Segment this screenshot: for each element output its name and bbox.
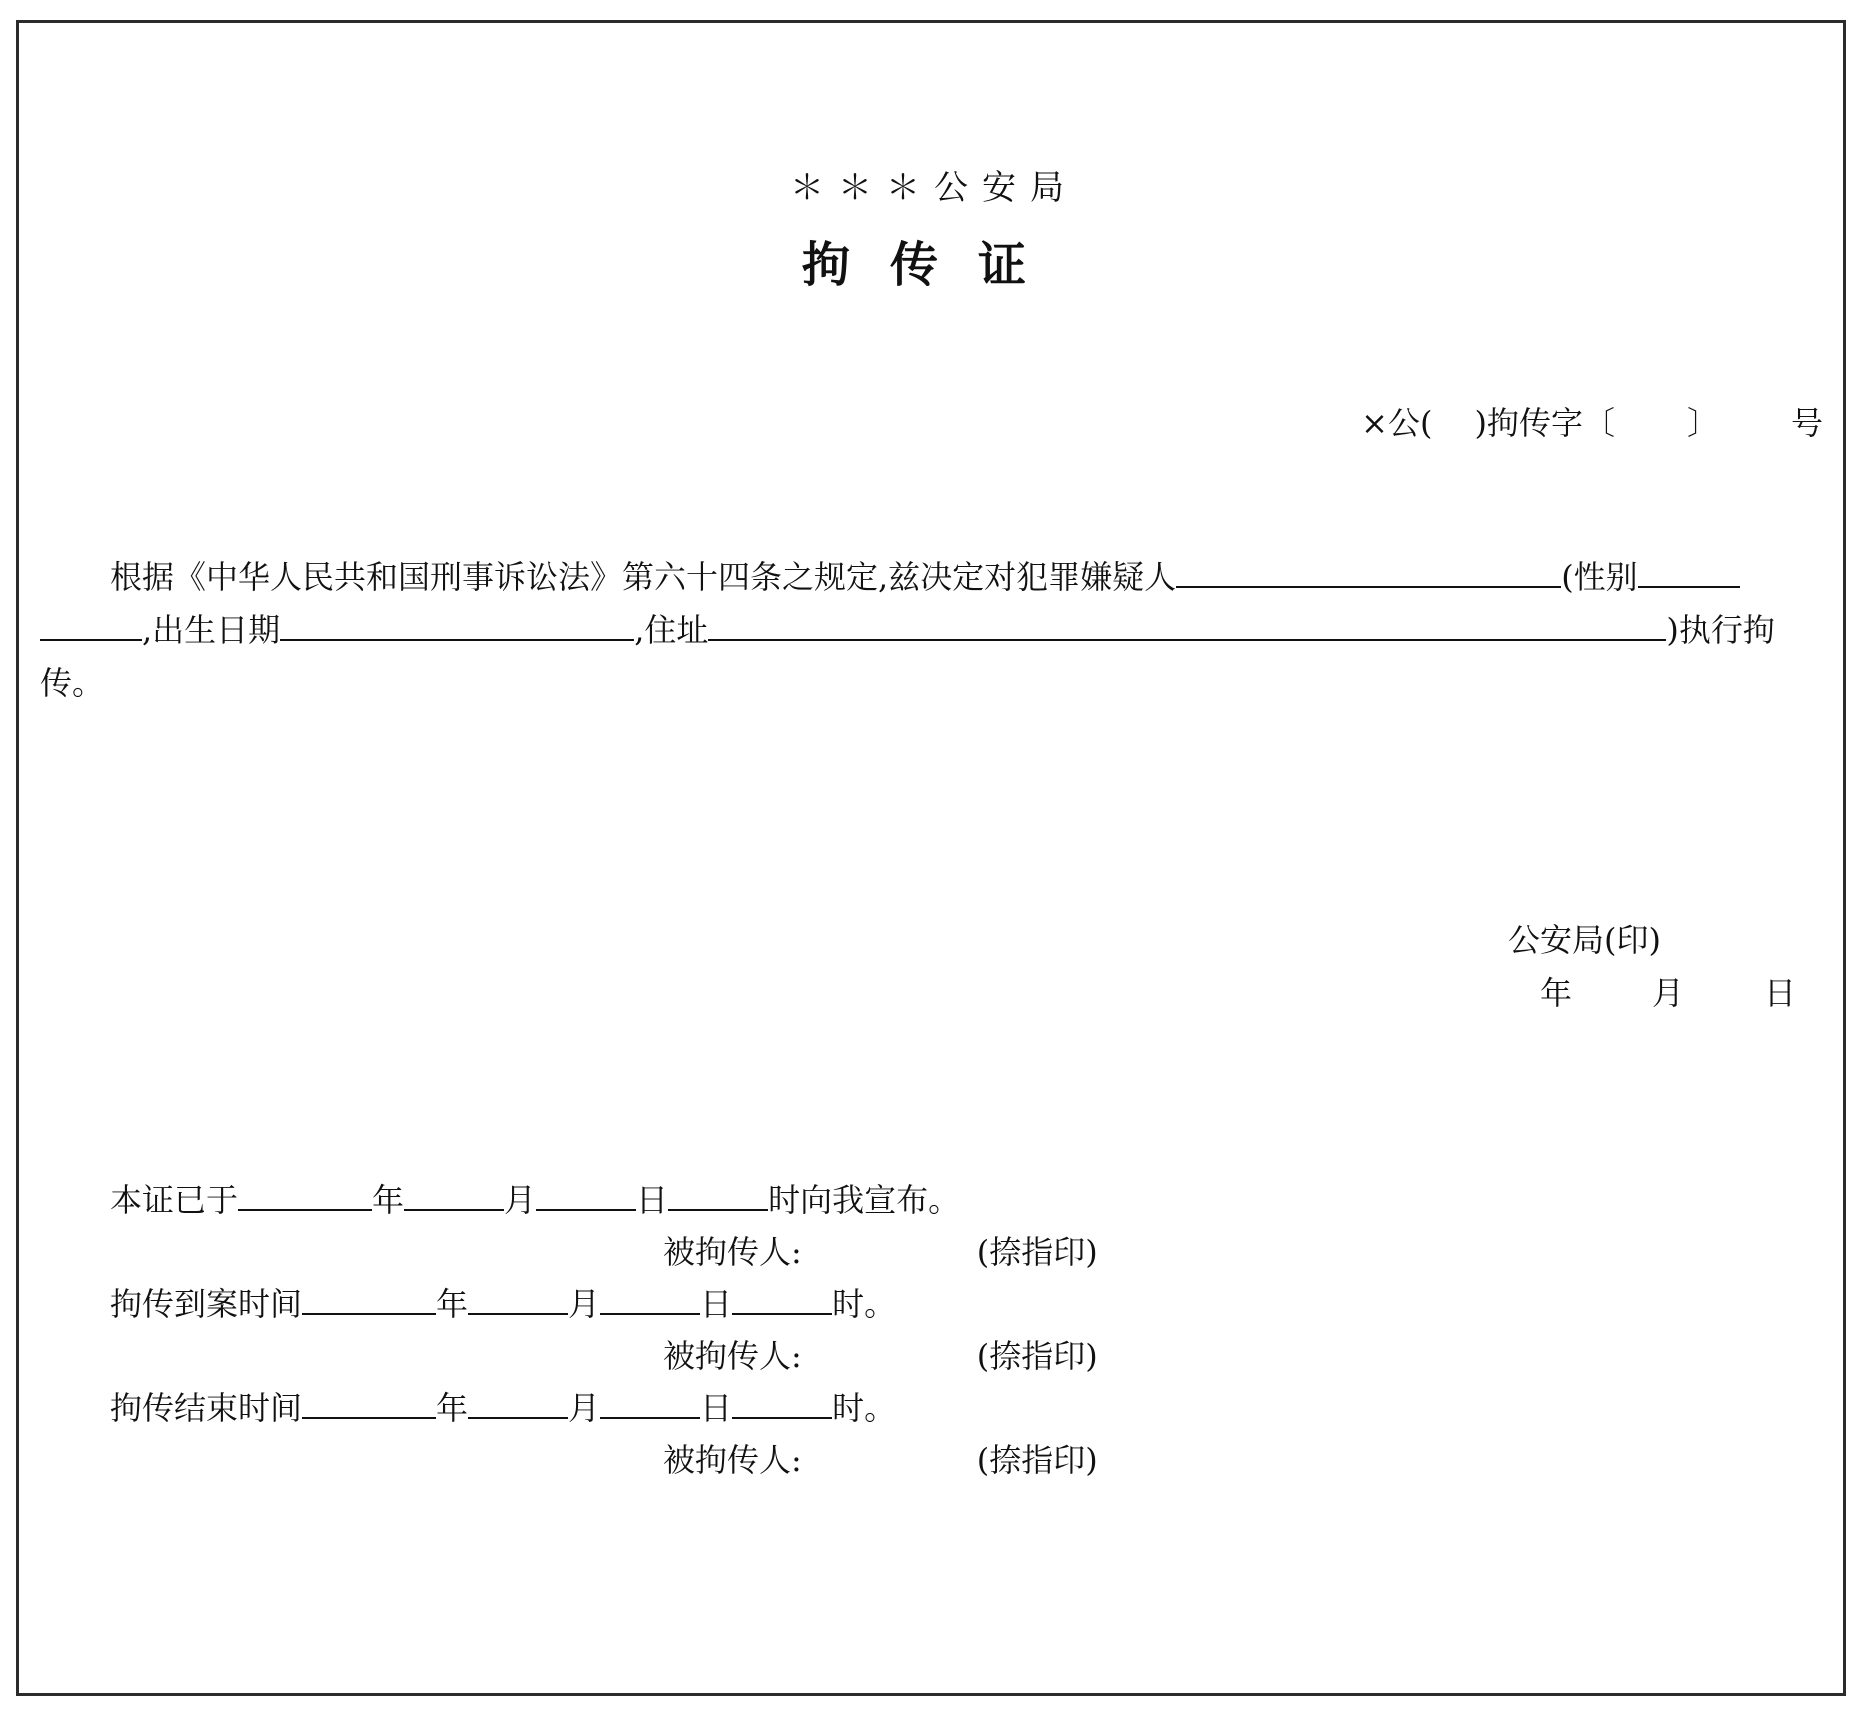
arrival-prefix: 拘传到案时间	[110, 1285, 303, 1323]
end-time-suffix: 时。	[832, 1389, 897, 1427]
gender-blank[interactable]	[1638, 556, 1740, 588]
arrival-line	[110, 1279, 896, 1325]
signature-label: 被拘传人:	[663, 1441, 802, 1479]
signature-line-1	[663, 1227, 1098, 1273]
signature-label: 被拘传人:	[663, 1233, 802, 1271]
body-line-3	[40, 658, 104, 704]
end-year-blank[interactable]	[302, 1387, 436, 1419]
announce-month: 月	[504, 1181, 537, 1219]
announce-suffix: 时向我宣布。	[768, 1181, 961, 1219]
announce-prefix: 本证已于	[110, 1181, 239, 1219]
gender-label: (性别	[1561, 558, 1638, 596]
fingerprint-label: (捺指印)	[976, 1337, 1098, 1375]
body-intro: 根据《中华人民共和国刑事诉讼法》第六十四条之规定,兹决定对犯罪嫌疑人	[110, 558, 1177, 596]
signature-line-3	[663, 1435, 1098, 1481]
arrival-month-blank[interactable]	[468, 1283, 568, 1315]
announce-day: 日	[636, 1181, 669, 1219]
arrival-year: 年	[436, 1285, 469, 1323]
seal-date	[1540, 968, 1796, 1014]
arrival-hour-blank[interactable]	[732, 1283, 832, 1315]
doc-number-middle: )拘传字〔	[1474, 404, 1615, 442]
suspect-name-blank[interactable]	[1176, 556, 1561, 588]
announce-month-blank[interactable]	[404, 1179, 504, 1211]
announce-hour-blank[interactable]	[668, 1179, 768, 1211]
signature-line-2	[663, 1331, 1098, 1377]
execute-label: )执行拘	[1666, 611, 1775, 649]
birth-date-blank[interactable]	[280, 609, 634, 641]
announce-line	[110, 1175, 960, 1221]
agency-name: ＊＊＊公安局	[790, 168, 1078, 208]
end-time-line	[110, 1383, 896, 1429]
body-line-1	[110, 552, 1740, 598]
end-hour-blank[interactable]	[732, 1387, 832, 1419]
end-day-blank[interactable]	[600, 1387, 700, 1419]
announce-year-blank[interactable]	[238, 1179, 372, 1211]
end-year: 年	[436, 1389, 469, 1427]
document-number	[1361, 398, 1823, 444]
doc-number-close: 〕	[1686, 404, 1719, 442]
end-month: 月	[568, 1389, 601, 1427]
doc-number-suffix: 号	[1790, 404, 1823, 442]
arrival-year-blank[interactable]	[302, 1283, 436, 1315]
arrival-month: 月	[568, 1285, 601, 1323]
arrival-suffix: 时。	[832, 1285, 897, 1323]
seal-month: 月	[1652, 974, 1685, 1012]
fingerprint-label: (捺指印)	[976, 1441, 1098, 1479]
gender-blank-cont[interactable]	[40, 609, 142, 641]
address-label: ,住址	[634, 611, 709, 649]
arrival-day-blank[interactable]	[600, 1283, 700, 1315]
body-line-2	[40, 605, 1775, 651]
signature-label: 被拘传人:	[663, 1337, 802, 1375]
fingerprint-label: (捺指印)	[976, 1233, 1098, 1271]
birth-label: ,出生日期	[142, 611, 281, 649]
seal-label: 公安局(印)	[1508, 921, 1661, 959]
seal-year: 年	[1540, 974, 1573, 1012]
seal-day: 日	[1764, 974, 1797, 1012]
doc-number-prefix: ×公(	[1361, 404, 1433, 442]
end-month-blank[interactable]	[468, 1387, 568, 1419]
arrival-day: 日	[700, 1285, 733, 1323]
announce-day-blank[interactable]	[536, 1179, 636, 1211]
end-time-prefix: 拘传结束时间	[110, 1389, 303, 1427]
announce-year: 年	[372, 1181, 405, 1219]
document-title: 拘传证	[801, 237, 1066, 293]
end-day: 日	[700, 1389, 733, 1427]
body-end: 传。	[40, 664, 105, 702]
address-blank[interactable]	[708, 609, 1666, 641]
